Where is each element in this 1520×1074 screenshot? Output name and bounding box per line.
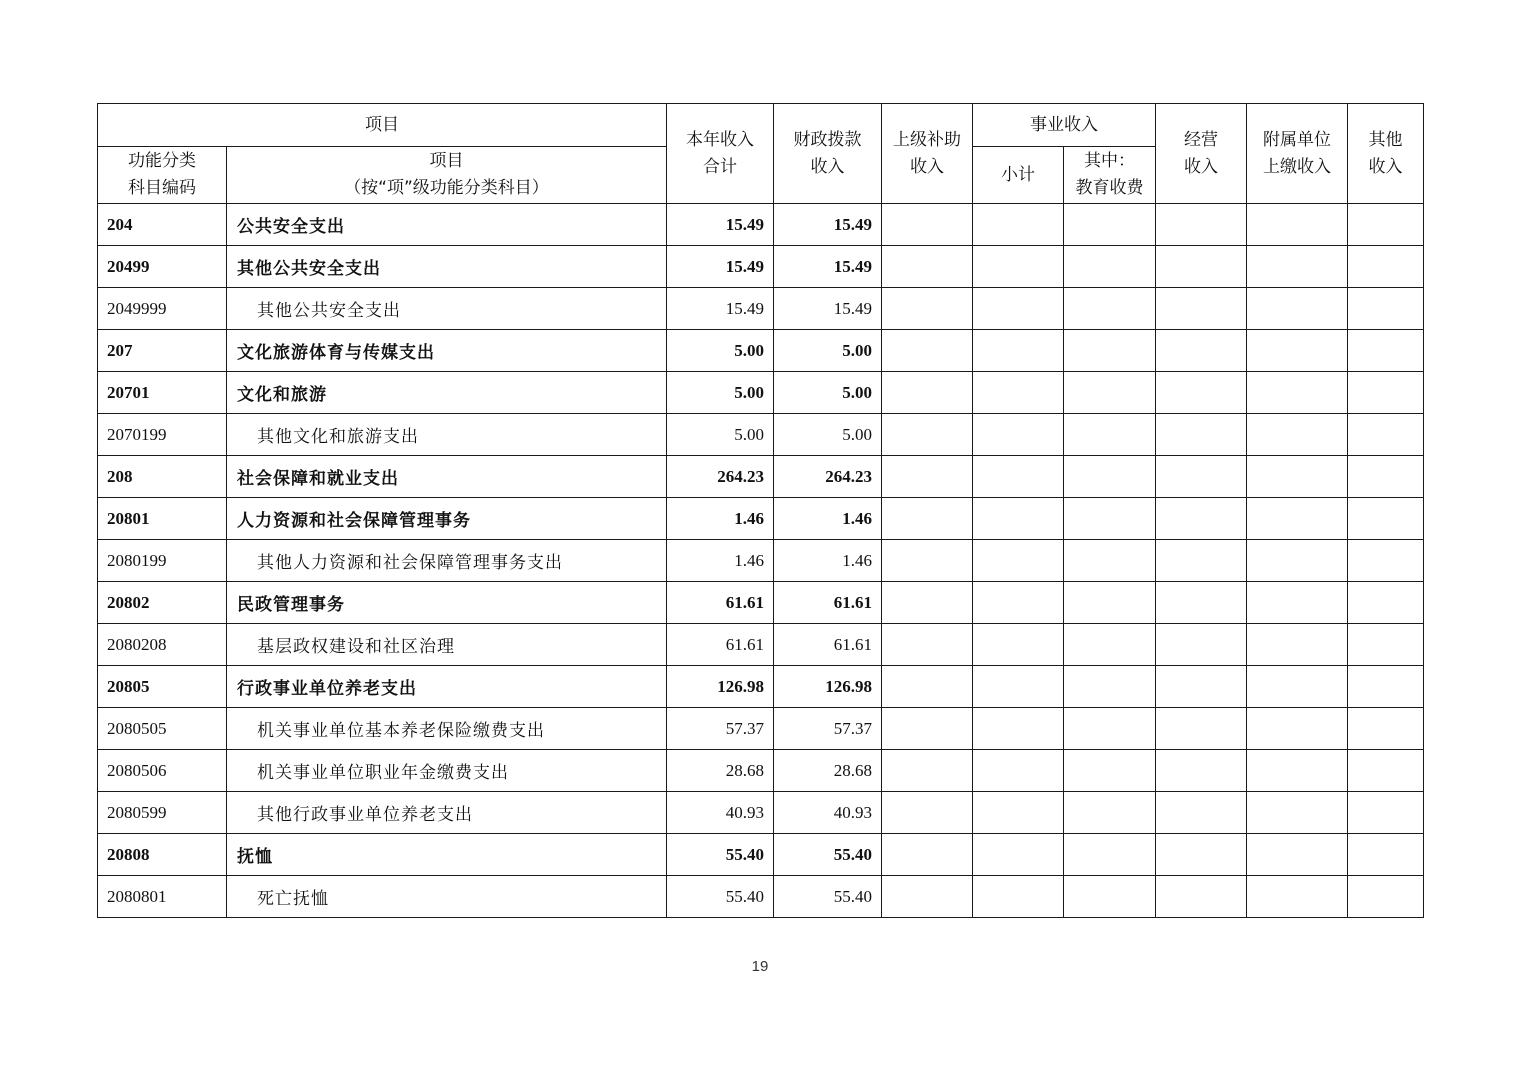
row-name: 公共安全支出 [227, 204, 667, 246]
row-total-income: 28.68 [667, 750, 774, 792]
row-fiscal-allocation: 15.49 [774, 288, 882, 330]
row-business-subtotal [973, 456, 1064, 498]
table-row [98, 204, 1424, 246]
row-code: 2080599 [98, 792, 227, 834]
row-business-subtotal [973, 540, 1064, 582]
row-fiscal-allocation: 5.00 [774, 330, 882, 372]
row-other-income [1348, 330, 1424, 372]
row-business-subtotal [973, 666, 1064, 708]
table-row [98, 414, 1424, 456]
header-subtotal: 小计 [973, 147, 1064, 204]
row-business-subtotal [973, 372, 1064, 414]
header-education-fee: 其中： 教育收费 [1064, 147, 1156, 204]
row-affiliated-income [1247, 372, 1348, 414]
row-business-subtotal [973, 498, 1064, 540]
table-row [98, 792, 1424, 834]
row-other-income [1348, 708, 1424, 750]
row-other-income [1348, 204, 1424, 246]
row-code: 2049999 [98, 288, 227, 330]
row-education-fee [1064, 498, 1156, 540]
row-education-fee [1064, 540, 1156, 582]
row-other-income [1348, 876, 1424, 918]
row-name: 行政事业单位养老支出 [227, 666, 667, 708]
table-row [98, 624, 1424, 666]
row-operating-income [1156, 204, 1247, 246]
header-row-1 [98, 104, 1424, 147]
row-superior-subsidy [882, 498, 973, 540]
row-code: 208 [98, 456, 227, 498]
row-business-subtotal [973, 246, 1064, 288]
row-other-income [1348, 414, 1424, 456]
row-fiscal-allocation: 40.93 [774, 792, 882, 834]
table-row [98, 666, 1424, 708]
row-code: 204 [98, 204, 227, 246]
row-education-fee [1064, 204, 1156, 246]
income-budget-table [97, 103, 1424, 918]
row-education-fee [1064, 708, 1156, 750]
row-fiscal-allocation: 61.61 [774, 624, 882, 666]
row-affiliated-income [1247, 750, 1348, 792]
row-code: 20808 [98, 834, 227, 876]
table-row [98, 246, 1424, 288]
row-superior-subsidy [882, 456, 973, 498]
row-operating-income [1156, 414, 1247, 456]
table-row [98, 582, 1424, 624]
page-number: 19 [751, 958, 769, 975]
row-affiliated-income [1247, 414, 1348, 456]
row-superior-subsidy [882, 666, 973, 708]
row-fiscal-allocation: 126.98 [774, 666, 882, 708]
row-other-income [1348, 456, 1424, 498]
row-other-income [1348, 792, 1424, 834]
row-operating-income [1156, 246, 1247, 288]
row-affiliated-income [1247, 330, 1348, 372]
row-affiliated-income [1247, 540, 1348, 582]
header-fiscal-allocation: 财政拨款 收入 [774, 104, 882, 204]
row-total-income: 126.98 [667, 666, 774, 708]
row-affiliated-income [1247, 456, 1348, 498]
row-affiliated-income [1247, 792, 1348, 834]
row-total-income: 1.46 [667, 498, 774, 540]
row-other-income [1348, 834, 1424, 876]
row-affiliated-income [1247, 666, 1348, 708]
row-business-subtotal [973, 876, 1064, 918]
row-business-subtotal [973, 708, 1064, 750]
row-name: 文化和旅游 [227, 372, 667, 414]
row-operating-income [1156, 666, 1247, 708]
row-name: 其他行政事业单位养老支出 [227, 792, 667, 834]
row-business-subtotal [973, 582, 1064, 624]
row-other-income [1348, 666, 1424, 708]
row-education-fee [1064, 834, 1156, 876]
header-other-income: 其他 收入 [1348, 104, 1424, 204]
row-affiliated-income [1247, 498, 1348, 540]
row-code: 20701 [98, 372, 227, 414]
row-superior-subsidy [882, 834, 973, 876]
row-affiliated-income [1247, 246, 1348, 288]
row-other-income [1348, 624, 1424, 666]
row-name: 其他公共安全支出 [227, 246, 667, 288]
row-name: 抚恤 [227, 834, 667, 876]
row-fiscal-allocation: 28.68 [774, 750, 882, 792]
row-total-income: 61.61 [667, 582, 774, 624]
row-superior-subsidy [882, 372, 973, 414]
row-code: 20802 [98, 582, 227, 624]
row-total-income: 15.49 [667, 288, 774, 330]
row-name: 基层政权建设和社区治理 [227, 624, 667, 666]
row-operating-income [1156, 288, 1247, 330]
row-total-income: 5.00 [667, 330, 774, 372]
row-operating-income [1156, 792, 1247, 834]
row-operating-income [1156, 330, 1247, 372]
row-superior-subsidy [882, 204, 973, 246]
row-fiscal-allocation: 5.00 [774, 372, 882, 414]
row-fiscal-allocation: 264.23 [774, 456, 882, 498]
row-operating-income [1156, 498, 1247, 540]
row-operating-income [1156, 708, 1247, 750]
row-total-income: 40.93 [667, 792, 774, 834]
table-row [98, 834, 1424, 876]
row-superior-subsidy [882, 624, 973, 666]
row-operating-income [1156, 834, 1247, 876]
row-superior-subsidy [882, 750, 973, 792]
row-code: 2080199 [98, 540, 227, 582]
row-superior-subsidy [882, 246, 973, 288]
row-fiscal-allocation: 5.00 [774, 414, 882, 456]
row-affiliated-income [1247, 624, 1348, 666]
row-name: 死亡抚恤 [227, 876, 667, 918]
row-education-fee [1064, 288, 1156, 330]
row-superior-subsidy [882, 330, 973, 372]
row-operating-income [1156, 582, 1247, 624]
row-operating-income [1156, 624, 1247, 666]
table-row [98, 456, 1424, 498]
row-operating-income [1156, 456, 1247, 498]
header-project-group: 项目 [98, 104, 667, 147]
table-header [98, 104, 1424, 204]
header-code: 功能分类 科目编码 [98, 147, 227, 204]
row-superior-subsidy [882, 708, 973, 750]
row-education-fee [1064, 582, 1156, 624]
row-education-fee [1064, 456, 1156, 498]
row-other-income [1348, 288, 1424, 330]
table-row [98, 540, 1424, 582]
row-operating-income [1156, 372, 1247, 414]
row-superior-subsidy [882, 540, 973, 582]
row-total-income: 1.46 [667, 540, 774, 582]
table-row [98, 330, 1424, 372]
row-fiscal-allocation: 57.37 [774, 708, 882, 750]
row-total-income: 55.40 [667, 876, 774, 918]
header-business-income: 事业收入 [973, 104, 1156, 147]
row-education-fee [1064, 372, 1156, 414]
header-operating-income: 经营 收入 [1156, 104, 1247, 204]
row-superior-subsidy [882, 876, 973, 918]
row-name: 其他人力资源和社会保障管理事务支出 [227, 540, 667, 582]
row-code: 20805 [98, 666, 227, 708]
row-business-subtotal [973, 204, 1064, 246]
row-code: 2080801 [98, 876, 227, 918]
row-business-subtotal [973, 288, 1064, 330]
row-code: 2080505 [98, 708, 227, 750]
row-education-fee [1064, 750, 1156, 792]
row-education-fee [1064, 246, 1156, 288]
row-affiliated-income [1247, 834, 1348, 876]
row-superior-subsidy [882, 288, 973, 330]
row-fiscal-allocation: 15.49 [774, 246, 882, 288]
row-total-income: 55.40 [667, 834, 774, 876]
row-business-subtotal [973, 414, 1064, 456]
row-other-income [1348, 498, 1424, 540]
row-education-fee [1064, 666, 1156, 708]
table-body [98, 204, 1424, 918]
row-superior-subsidy [882, 582, 973, 624]
row-name: 其他文化和旅游支出 [227, 414, 667, 456]
row-education-fee [1064, 414, 1156, 456]
table-row [98, 288, 1424, 330]
row-other-income [1348, 372, 1424, 414]
header-superior-subsidy: 上级补助 收入 [882, 104, 973, 204]
row-name: 社会保障和就业支出 [227, 456, 667, 498]
row-name: 其他公共安全支出 [227, 288, 667, 330]
row-education-fee [1064, 876, 1156, 918]
row-business-subtotal [973, 330, 1064, 372]
row-other-income [1348, 750, 1424, 792]
row-operating-income [1156, 876, 1247, 918]
header-name: 项目 （按“项”级功能分类科目） [227, 147, 667, 204]
row-operating-income [1156, 750, 1247, 792]
table-row [98, 876, 1424, 918]
row-other-income [1348, 246, 1424, 288]
row-name: 文化旅游体育与传媒支出 [227, 330, 667, 372]
row-code: 20499 [98, 246, 227, 288]
row-name: 民政管理事务 [227, 582, 667, 624]
row-affiliated-income [1247, 708, 1348, 750]
row-fiscal-allocation: 1.46 [774, 498, 882, 540]
row-total-income: 264.23 [667, 456, 774, 498]
row-fiscal-allocation: 55.40 [774, 834, 882, 876]
row-code: 20801 [98, 498, 227, 540]
row-business-subtotal [973, 834, 1064, 876]
row-fiscal-allocation: 1.46 [774, 540, 882, 582]
row-education-fee [1064, 792, 1156, 834]
row-total-income: 15.49 [667, 246, 774, 288]
row-code: 2080208 [98, 624, 227, 666]
row-total-income: 57.37 [667, 708, 774, 750]
row-superior-subsidy [882, 792, 973, 834]
row-superior-subsidy [882, 414, 973, 456]
row-education-fee [1064, 624, 1156, 666]
row-name: 机关事业单位基本养老保险缴费支出 [227, 708, 667, 750]
row-business-subtotal [973, 624, 1064, 666]
row-total-income: 5.00 [667, 372, 774, 414]
row-affiliated-income [1247, 288, 1348, 330]
row-affiliated-income [1247, 204, 1348, 246]
row-operating-income [1156, 540, 1247, 582]
row-other-income [1348, 540, 1424, 582]
row-fiscal-allocation: 55.40 [774, 876, 882, 918]
row-code: 2080506 [98, 750, 227, 792]
row-code: 207 [98, 330, 227, 372]
row-code: 2070199 [98, 414, 227, 456]
table-row [98, 372, 1424, 414]
row-fiscal-allocation: 15.49 [774, 204, 882, 246]
row-education-fee [1064, 330, 1156, 372]
row-affiliated-income [1247, 876, 1348, 918]
row-other-income [1348, 582, 1424, 624]
row-total-income: 61.61 [667, 624, 774, 666]
row-name: 机关事业单位职业年金缴费支出 [227, 750, 667, 792]
header-affiliated-income: 附属单位 上缴收入 [1247, 104, 1348, 204]
row-name: 人力资源和社会保障管理事务 [227, 498, 667, 540]
row-total-income: 15.49 [667, 204, 774, 246]
row-affiliated-income [1247, 582, 1348, 624]
table-row [98, 750, 1424, 792]
row-total-income: 5.00 [667, 414, 774, 456]
table-row [98, 708, 1424, 750]
row-fiscal-allocation: 61.61 [774, 582, 882, 624]
row-business-subtotal [973, 792, 1064, 834]
table-row [98, 498, 1424, 540]
header-total-income: 本年收入 合计 [667, 104, 774, 204]
row-business-subtotal [973, 750, 1064, 792]
